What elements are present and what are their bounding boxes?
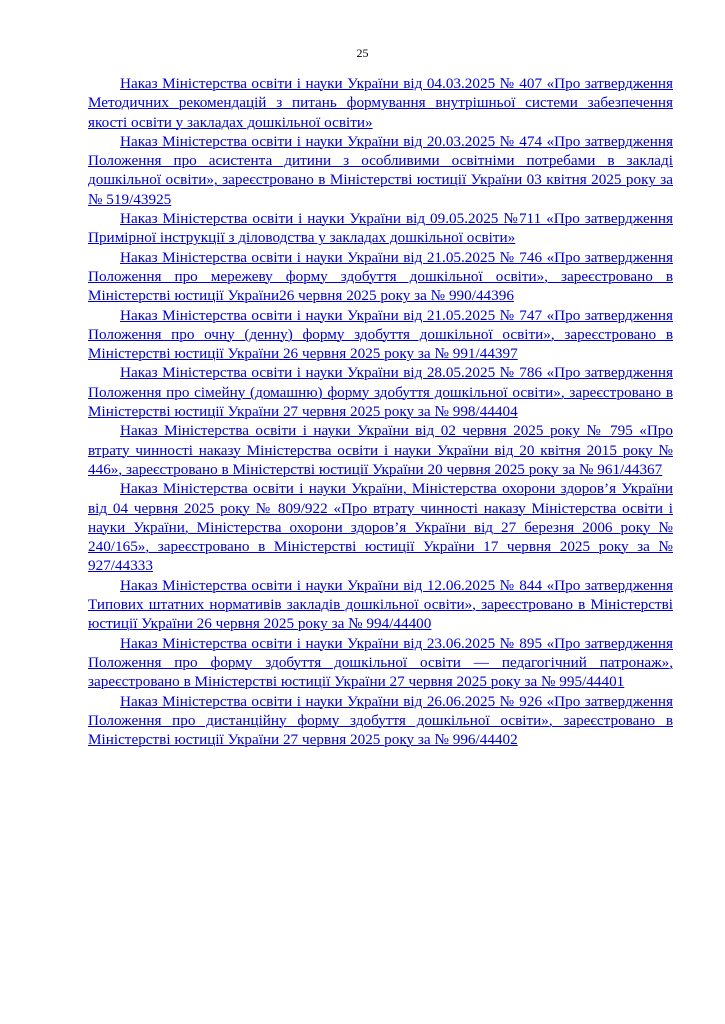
order-link-786[interactable]: Наказ Міністерства освіти і науки України від 28.05.2025 № 786 «Про затвердження Положення про сімейну (домашню) форму здобуття дошкільної освіти», зареєстровано в Міністерстві юстиції України 27 червня 2025 року за № 998/44404 (88, 364, 673, 421)
order-link-407[interactable]: Наказ Міністерства освіти і науки України від 04.03.2025 № 407 «Про затвердження Методичних рекомендацій з питань формування внутрішньої системи забезпечення якості освіти у закладах дошкільної освіти» (88, 75, 673, 131)
order-link-711[interactable]: Наказ Міністерства освіти і науки України від 09.05.2025 №711 «Про затвердження Примірної інструкції з діловодства у закладах дошкільної освіти» (88, 210, 673, 247)
order-link-844[interactable]: Наказ Міністерства освіти і науки України від 12.06.2025 № 844 «Про затвердження Типових штатних нормативів закладів дошкільної освіти», зареєстровано в Міністерстві юстиції України 26 червня 2025 року за № 994/44400 (88, 576, 673, 633)
order-link-895[interactable]: Наказ Міністерства освіти і науки України від 23.06.2025 № 895 «Про затвердження Положення про форму здобуття дошкільної освіти — педагогічний патронаж», зареєстровано в Міністерстві юстиції України 27 червня 2025 року за № 995/44401 (88, 634, 673, 691)
order-link-809-922[interactable]: Наказ Міністерства освіти і науки України, Міністерства охорони здоров’я України від 04 червня 2025 року № 809/922 «Про втрату чинності наказу Міністерства освіти і науки України, Міністерства охорони здоров’я України від 27 березня 2006 року № 240/165», зареєстровано в Міністерстві юстиції України 17 червня 2025 року за № 927/44333 (88, 480, 673, 575)
order-link-746[interactable]: Наказ Міністерства освіти і науки України від 21.05.2025 № 746 «Про затвердження Положення про мережеву форму здобуття дошкільної освіти», зареєстровано в Міністерстві юстиції України26 червня 2025 року за № 990/44396 (88, 248, 673, 305)
order-link-747[interactable]: Наказ Міністерства освіти і науки України від 21.05.2025 № 747 «Про затвердження Положення про очну (денну) форму здобуття дошкільної освіти», зареєстровано в Міністерстві юстиції України 26 червня 2025 року за № 991/44397 (88, 306, 673, 363)
order-link-926[interactable]: Наказ Міністерства освіти і науки України від 26.06.2025 № 926 «Про затвердження Положення про дистанційну форму здобуття дошкільної освіти», зареєстровано в Міністерстві юстиції України 27 червня 2025 року за № 996/44402 (88, 692, 673, 749)
document-body (88, 74, 673, 749)
order-link-474[interactable]: Наказ Міністерства освіти і науки України від 20.03.2025 № 474 «Про затвердження Положення про асистента дитини з особливими освітніми потребами в закладі дошкільної освіти», зареєстровано в Міністерстві юстиції України 03 квітня 2025 року за № 519/43925 (88, 132, 673, 208)
order-link-795[interactable]: Наказ Міністерства освіти і науки України від 02 червня 2025 року № 795 «Про втрату чинності наказу Міністерства освіти і науки України від 20 квітня 2015 року № 446», зареєстровано в Міністерстві юстиції України 20 червня 2025 року за № 961/44367 (88, 422, 673, 478)
page-number: 25 (356, 46, 369, 60)
